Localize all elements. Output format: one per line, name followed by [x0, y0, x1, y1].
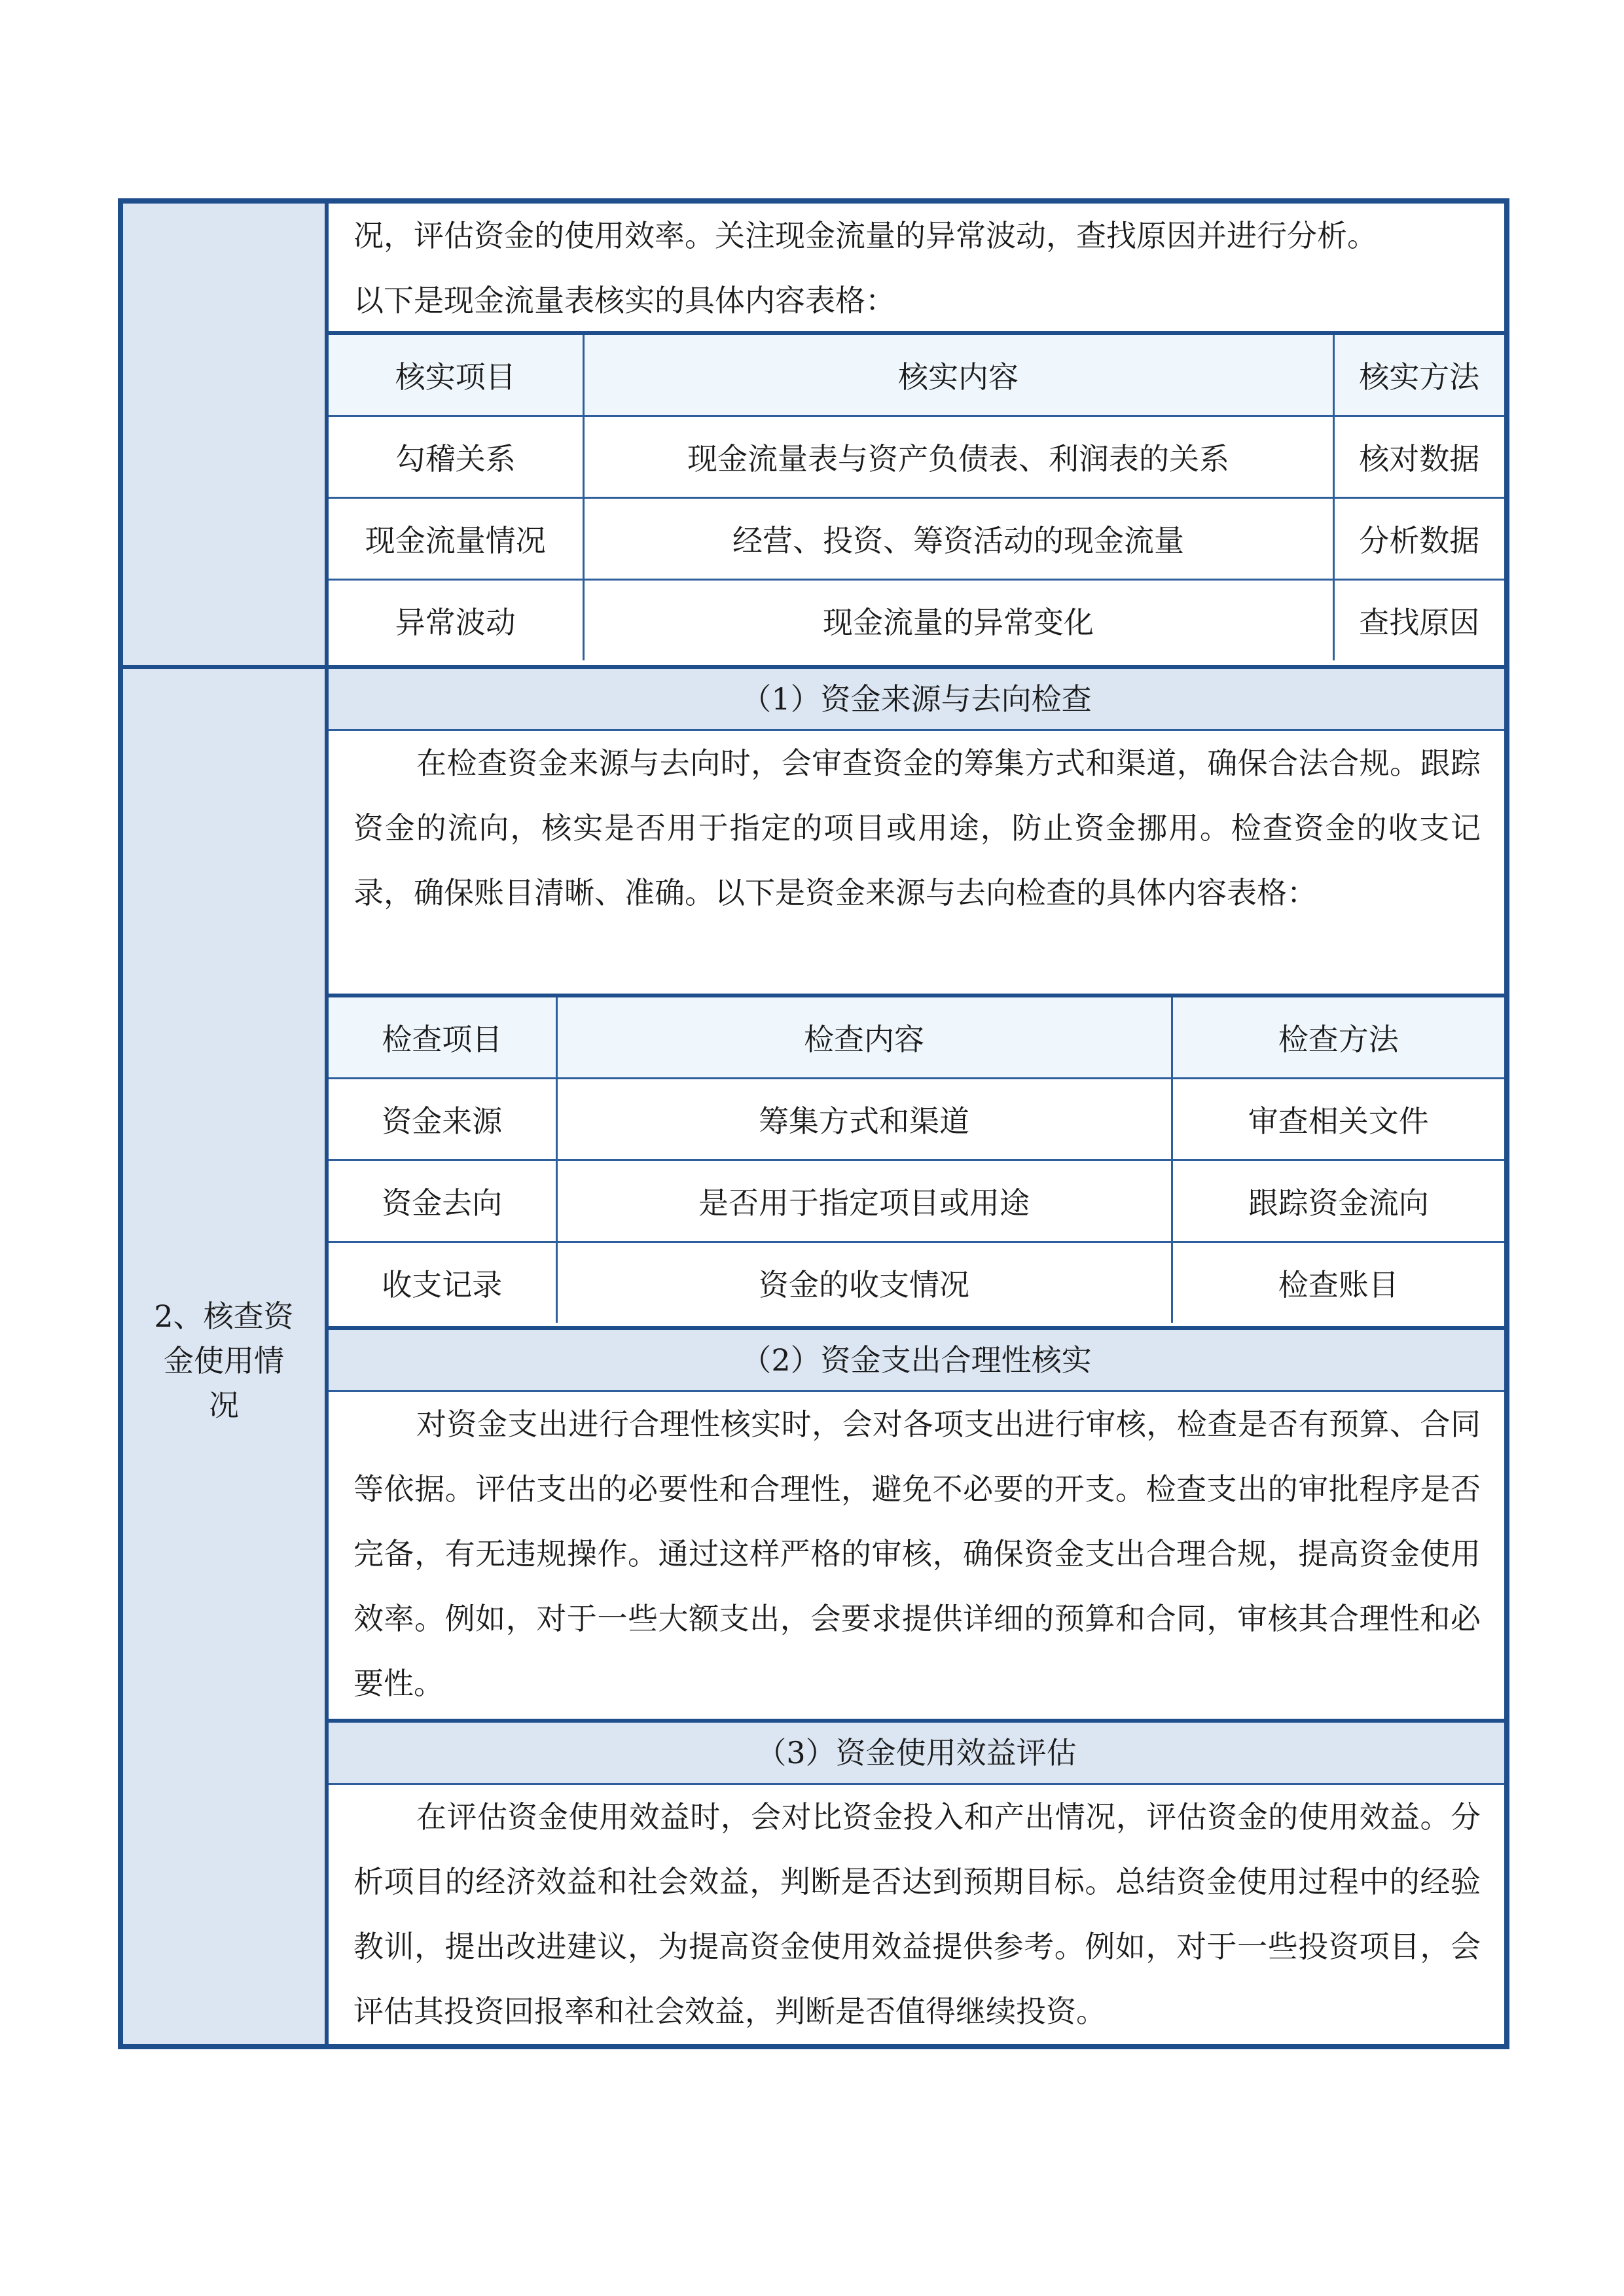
table-cell: 现金流量情况 [329, 498, 583, 580]
table-header-row [329, 997, 1504, 1079]
table-cell: 现金流量的异常变化 [583, 580, 1333, 661]
section2-label-line: 况 [209, 1388, 239, 1423]
table-cell: 跟踪资金流向 [1172, 1160, 1504, 1242]
sub1-title: （1）资金来源与去向检查 [329, 669, 1504, 729]
sub2-title: （2）资金支出合理性核实 [329, 1330, 1504, 1390]
table-cell: 勾稽关系 [329, 416, 583, 498]
section2-label-line: 2、核查资 [154, 1299, 294, 1334]
table-row [329, 1079, 1504, 1160]
table-row [329, 416, 1504, 498]
table-cell: 查找原因 [1359, 605, 1480, 640]
left-label-column [123, 204, 329, 2044]
table-cell: 异常波动 [329, 580, 583, 661]
table-cell: 筹集方式和渠道 [556, 1079, 1172, 1160]
table-header-row [329, 335, 1504, 416]
table-cell: 资金的收支情况 [556, 1242, 1172, 1323]
table-row [329, 580, 1504, 661]
table-header-cell: 核实内容 [583, 335, 1333, 416]
fund-source-table [329, 997, 1504, 1323]
section2-label-line: 金使用情 [164, 1343, 284, 1378]
table-header-cell: 检查项目 [329, 997, 556, 1079]
sub3-paragraph: 在评估资金使用效益时，会对比资金投入和产出情况，评估资金的使用效益。分析项目的经济效益和社会效益，判断是否达到预期目标。总结资金使用过程中的经验教训，提出改进建议，为提高资金使用效益提供参考。例如，对于一些投资项目，会评估其投资回报率和社会效益，判断是否值得继续投资。 [353, 1799, 1481, 2029]
table-header-cell: 核实项目 [329, 335, 583, 416]
table-header-cell: 核实方法 [1333, 335, 1504, 416]
table-cell: 资金去向 [329, 1160, 556, 1242]
sub1-paragraph: 在检查资金来源与去向时，会审查资金的筹集方式和渠道，确保合法合规。跟踪资金的流向，核实是否用于指定的项目或用途，防止资金挪用。检查资金的收支记录，确保账目清晰、准确。以下是资金来源与去向检查的具体内容表格： [353, 745, 1481, 910]
cashflow-verification-table [329, 335, 1504, 660]
table-cell: 检查账目 [1278, 1267, 1399, 1302]
sub3-title: （3）资金使用效益评估 [329, 1723, 1504, 1783]
table-cell: 现金流量表与资产负债表、利润表的关系 [583, 416, 1333, 498]
table-row [329, 1242, 1504, 1323]
document-frame [118, 198, 1509, 2049]
table-cell: 审查相关文件 [1172, 1079, 1504, 1160]
table-header-cell: 检查方法 [1172, 997, 1504, 1079]
table-cell: 收支记录 [329, 1242, 556, 1323]
sub2-paragraph: 对资金支出进行合理性核实时，会对各项支出进行审核，检查是否有预算、合同等依据。评估支出的必要性和合理性，避免不必要的开支。检查支出的审批程序是否完备，有无违规操作。通过这样严格的审核，确保资金支出合理合规，提高资金使用效率。例如，对于一些大额支出，会要求提供详细的预算和合同，审核其合理性和必要性。 [353, 1407, 1481, 1701]
top-intro-line: 况，评估资金的使用效率。关注现金流量的异常波动，查找原因并进行分析。 [353, 218, 1377, 253]
table-cell: 资金来源 [329, 1079, 556, 1160]
table-cell: 经营、投资、筹资活动的现金流量 [583, 498, 1333, 580]
top-intro [329, 204, 1504, 333]
table-header-cell: 检查内容 [556, 997, 1172, 1079]
table-cell: 核对数据 [1333, 416, 1504, 498]
top-intro-line: 以下是现金流量表核实的具体内容表格： [353, 283, 895, 318]
table-row [329, 1160, 1504, 1242]
table-row [329, 498, 1504, 580]
table-cell: 分析数据 [1333, 498, 1504, 580]
left-column-divider [123, 665, 329, 669]
section2-label [123, 1294, 325, 1427]
table-cell: 是否用于指定项目或用途 [556, 1160, 1172, 1242]
